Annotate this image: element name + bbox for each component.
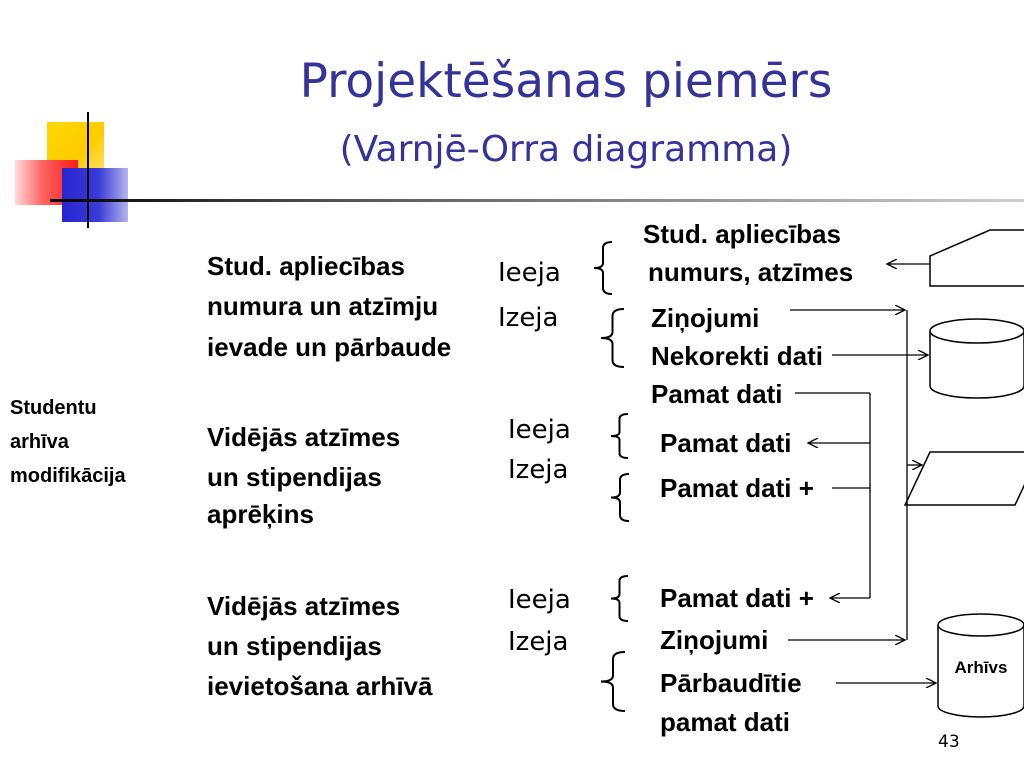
page-number: 43 [938, 732, 960, 752]
process-3-output-label: Izeja [508, 627, 569, 657]
process-2-name-line-3: aprēķins [207, 499, 314, 529]
archive-cylinder-top [938, 614, 1024, 636]
process-3-input-label: Ieeja [508, 585, 571, 615]
process-3-output-verified-line-1: Pārbaudītie [660, 668, 802, 698]
process-1-output-messages: Ziņojumi [651, 303, 760, 333]
process-2-output-brace [611, 474, 629, 521]
root-label-line-3: modifikācija [10, 465, 126, 487]
process-1-name-line-1: Stud. apliecības [207, 251, 405, 281]
process-2-input-base-data: Pamat dati [660, 428, 792, 458]
process-1-output-label: Izeja [498, 303, 559, 333]
process-2-output-label: Izeja [508, 455, 569, 485]
process-1-output-brace [601, 309, 624, 367]
process-1-input-brace [594, 242, 612, 294]
process-2-input-brace [611, 414, 628, 458]
process-3-name-line-3: ievietošana arhīvā [207, 671, 433, 701]
process-1-input-item-line-1: Stud. apliecības [643, 219, 841, 249]
root-label-line-1: Studentu [10, 397, 97, 419]
manual-input-shape [930, 230, 1024, 286]
process-3-output-verified-line-2: pamat dati [660, 707, 791, 737]
root-label-line-2: arhīva [10, 431, 69, 453]
process-2-input-label: Ieeja [508, 415, 571, 445]
process-1-input-label: Ieeja [498, 258, 561, 288]
process-1-output-base-data: Pamat dati [651, 379, 783, 409]
process-2-name-line-2: un stipendijas [207, 462, 382, 492]
process-2-output-base-data-plus: Pamat dati + [660, 473, 814, 503]
process-1-output-invalid-data: Nekorekti dati [651, 341, 823, 371]
process-1-name-line-3: ievade un pārbaude [207, 332, 452, 362]
slide-title: Projektēšanas piemērs [299, 54, 833, 109]
storage-cylinder-top [930, 319, 1024, 343]
process-3-input-base-data-plus: Pamat dati + [660, 583, 814, 613]
process-1-name-line-2: numura un atzīmju [207, 291, 439, 321]
process-3-input-brace [611, 576, 628, 621]
display-parallelogram-shape [905, 452, 1024, 505]
process-2-name-line-1: Vidējās atzīmes [207, 422, 401, 452]
process-3-name-line-2: un stipendijas [207, 631, 382, 661]
slide-subtitle: (Varnjē-Orra diagramma) [339, 129, 793, 170]
process-1-input-item-line-2: numurs, atzīmes [648, 257, 854, 287]
process-3-name-line-1: Vidējās atzīmes [207, 591, 401, 621]
process-3-output-brace [601, 652, 625, 711]
process-3-output-messages: Ziņojumi [660, 625, 769, 655]
archive-label: Arhīvs [954, 658, 1008, 677]
